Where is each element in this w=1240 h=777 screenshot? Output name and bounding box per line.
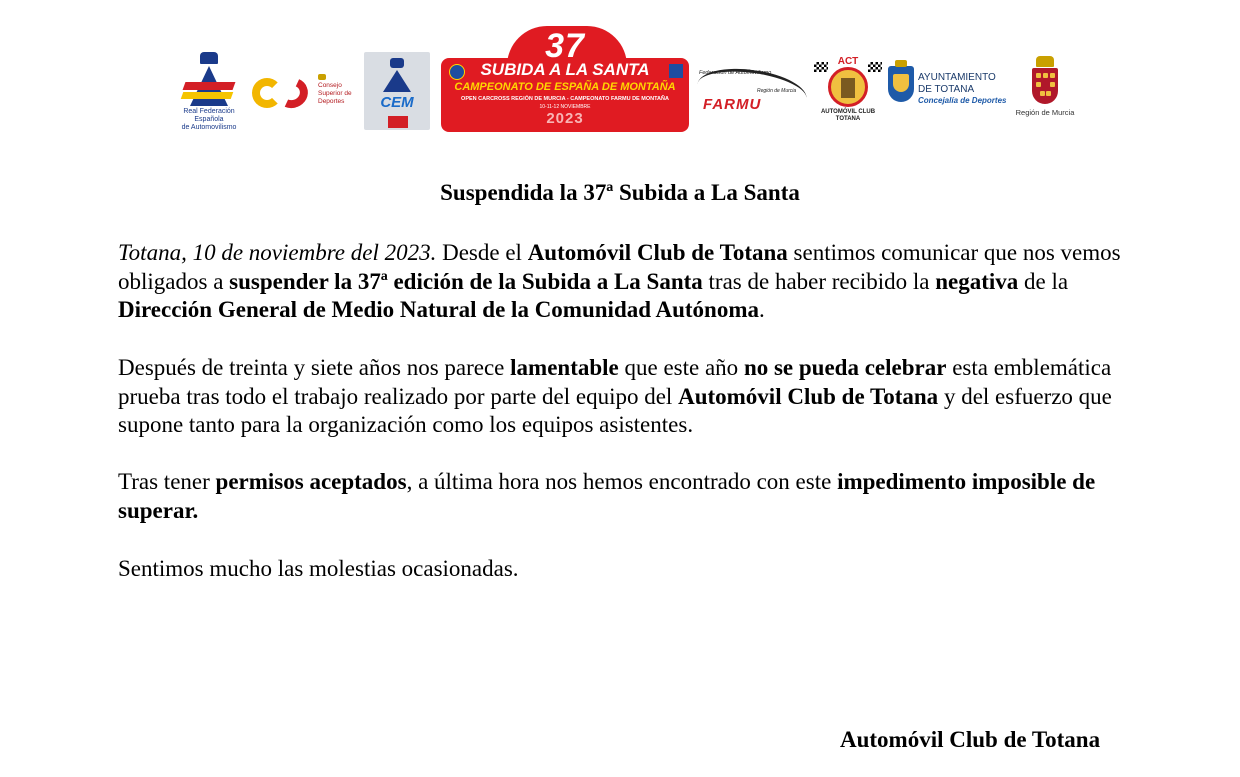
p2-bold-1: lamentable <box>510 355 619 380</box>
farmu-logo-icon <box>695 68 811 122</box>
document-title: Suspendida la 37ª Subida a La Santa <box>440 180 800 205</box>
csd-logo-icon <box>252 74 362 124</box>
farmu-name: FARMU <box>703 96 762 113</box>
ayto-line-3: Concejalía de Deportes <box>918 96 1007 105</box>
act-head: ACT <box>837 56 859 67</box>
rally-title: SUBIDA A LA SANTA <box>480 60 650 79</box>
p2-text-2: que este año <box>618 355 744 380</box>
dateline: Totana, 10 de noviembre del 2023. <box>118 240 437 265</box>
p1-bold-2: suspender la 37ª edición de la Subida a La Santa <box>229 268 703 294</box>
act-logo-icon <box>812 56 884 132</box>
paragraph-4: Sentimos mucho las molestias ocasionadas. <box>118 556 519 581</box>
cem-logo-icon <box>364 52 430 130</box>
p1-text-2: sentimos comunicar que nos vemos obligados a <box>118 240 1121 294</box>
act-caption-2: TOTANA <box>835 116 861 122</box>
sponsor-logos-header <box>160 22 1090 134</box>
rally-year: 2023 <box>546 110 584 127</box>
rally-banner-icon <box>441 26 689 132</box>
farmu-top-text: Federación de Automovilismo <box>699 70 772 76</box>
rally-open: OPEN CARCROSS REGIÓN DE MURCIA - CAMPEONATO FARMU DE MONTAÑA <box>461 96 669 102</box>
ayuntamiento-shield-icon <box>888 66 1012 118</box>
p1-text-1: Desde el <box>436 240 528 265</box>
region-murcia-shield-icon <box>1010 56 1080 128</box>
csd-caption-1: Consejo <box>318 82 342 89</box>
signature: Automóvil Club de Totana <box>840 727 1101 752</box>
rally-championship: CAMPEONATO DE ESPAÑA DE MONTAÑA <box>454 81 676 93</box>
p2-text-3: esta emblemática prueba tras todo el trabajo realizado por parte del equipo del <box>118 355 1112 409</box>
p2-bold-3: Automóvil Club de Totana <box>678 383 939 409</box>
p2-text-1: Después de treinta y siete años nos parece <box>118 355 511 380</box>
rfeda-logo-icon <box>168 52 250 132</box>
p2-text-4: y del esfuerzo que supone tanto para la organización como los equipos asistentes. <box>118 383 1112 438</box>
act-caption-1: AUTOMÓVIL CLUB <box>820 109 876 115</box>
p1-bold-4: Dirección General de Medio Natural de la Comunidad Autónoma <box>118 297 760 323</box>
p1-text-4: de la <box>1018 268 1069 294</box>
p2-bold-2: no se pueda celebrar <box>743 355 947 380</box>
p3-bold-1: permisos aceptados <box>215 469 407 494</box>
p1-bold-3: negativa <box>935 268 1019 294</box>
rally-number: 37 <box>545 27 585 65</box>
rfeda-caption-1: Real Federación Española <box>183 108 235 123</box>
p1-text-3: tras de haber recibido la <box>702 268 936 294</box>
csd-caption-2: Superior de <box>318 90 352 97</box>
paragraph-3 <box>118 468 1128 525</box>
rfeda-caption-2: de Automovilismo <box>181 124 237 131</box>
murcia-caption: Región de Murcia <box>1015 108 1075 117</box>
p1-bold-1: Automóvil Club de Totana <box>527 240 788 265</box>
cem-name: CEM <box>380 94 414 111</box>
p3-text-1: Tras tener <box>118 469 216 494</box>
paragraph-1 <box>118 239 1128 325</box>
paragraph-2 <box>118 354 1128 440</box>
farmu-sub-text: Región de Murcia <box>757 88 797 94</box>
ayto-line-2: DE TOTANA <box>918 84 975 95</box>
csd-caption-3: Deportes <box>318 98 345 105</box>
p1-text-5: . <box>759 297 765 323</box>
ayto-line-1: AYUNTAMIENTO <box>918 72 996 83</box>
p3-bold-2: impedimento imposible de superar. <box>118 469 1096 523</box>
p3-text-2: , a última hora nos hemos encontrado con este <box>406 469 838 494</box>
rally-dates: 10-11-12 NOVIEMBRE <box>539 104 591 110</box>
